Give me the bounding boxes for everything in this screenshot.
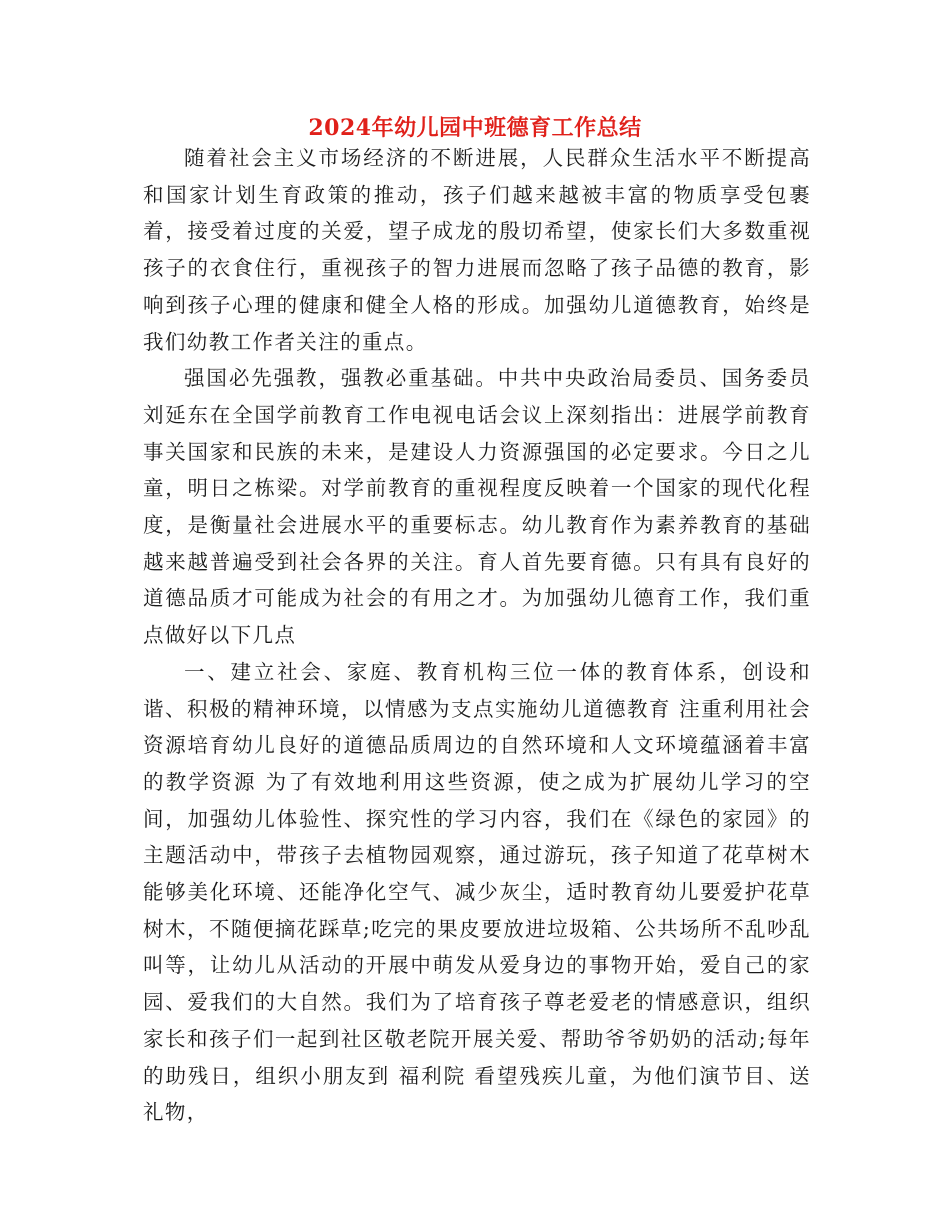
paragraph-2: 强国必先强教，强教必重基础。中共中央政治局委员、国务委员刘延东在全国学前教育工作电视电话会议上深刻指出：进展学前教育事关国家和民族的未来，是建设人力资源强国的必定要求。今日之儿童，明日之栋梁。对学前教育的重视程度反映着一个国家的现代化程度，是衡量社会进展水平的重要标志。幼儿教育作为素养教育的基础越来越普遍受到社会各界的关注。育人首先要育德。只有具有良好的道德品质才可能成为社会的有用之才。为加强幼儿德育工作，我们重点做好以下几点	[143, 366, 811, 648]
paragraph-1: 随着社会主义市场经济的不断进展，人民群众生活水平不断提高和国家计划生育政策的推动，孩子们越来越被丰富的物质享受包裹着，接受着过度的关爱，望子成龙的殷切希望，使家长们大多数重视孩子的衣食住行，重视孩子的智力进展而忽略了孩子品德的教育，影响到孩子心理的健康和健全人格的形成。加强幼儿道德教育，始终是我们幼教工作者关注的重点。	[143, 146, 811, 354]
document-title: 2024年幼儿园中班德育工作总结	[308, 115, 642, 141]
paragraph-3: 一、建立社会、家庭、教育机构三位一体的教育体系，创设和谐、积极的精神环境，以情感为支点实施幼儿道德教育 注重利用社会资源培育幼儿良好的道德品质周边的自然环境和人文环境蕴涵着丰富的教学资源 为了有效地利用这些资源，使之成为扩展幼儿学习的空间，加强幼儿体验性、探究性的学习内容，我们在《绿色的家园》的主题活动中，带孩子去植物园观察，通过游玩，孩子知道了花草树木能够美化环境、还能净化空气、减少灰尘，适时教育幼儿要爱护花草树木，不随便摘花踩草;吃完的果皮要放进垃圾箱、公共场所不乱吵乱叫等，让幼儿从活动的开展中萌发从爱身边的事物开始，爱自己的家园、爱我们的大自然。我们为了培育孩子尊老爱老的情感意识，组织家长和孩子们一起到社区敬老院开展关爱、帮助爷爷奶奶的活动;每年的助残日，组织小朋友到 福利院 看望残疾儿童，为他们演节目、送礼物，	[143, 659, 811, 1125]
document-body	[143, 140, 811, 1131]
